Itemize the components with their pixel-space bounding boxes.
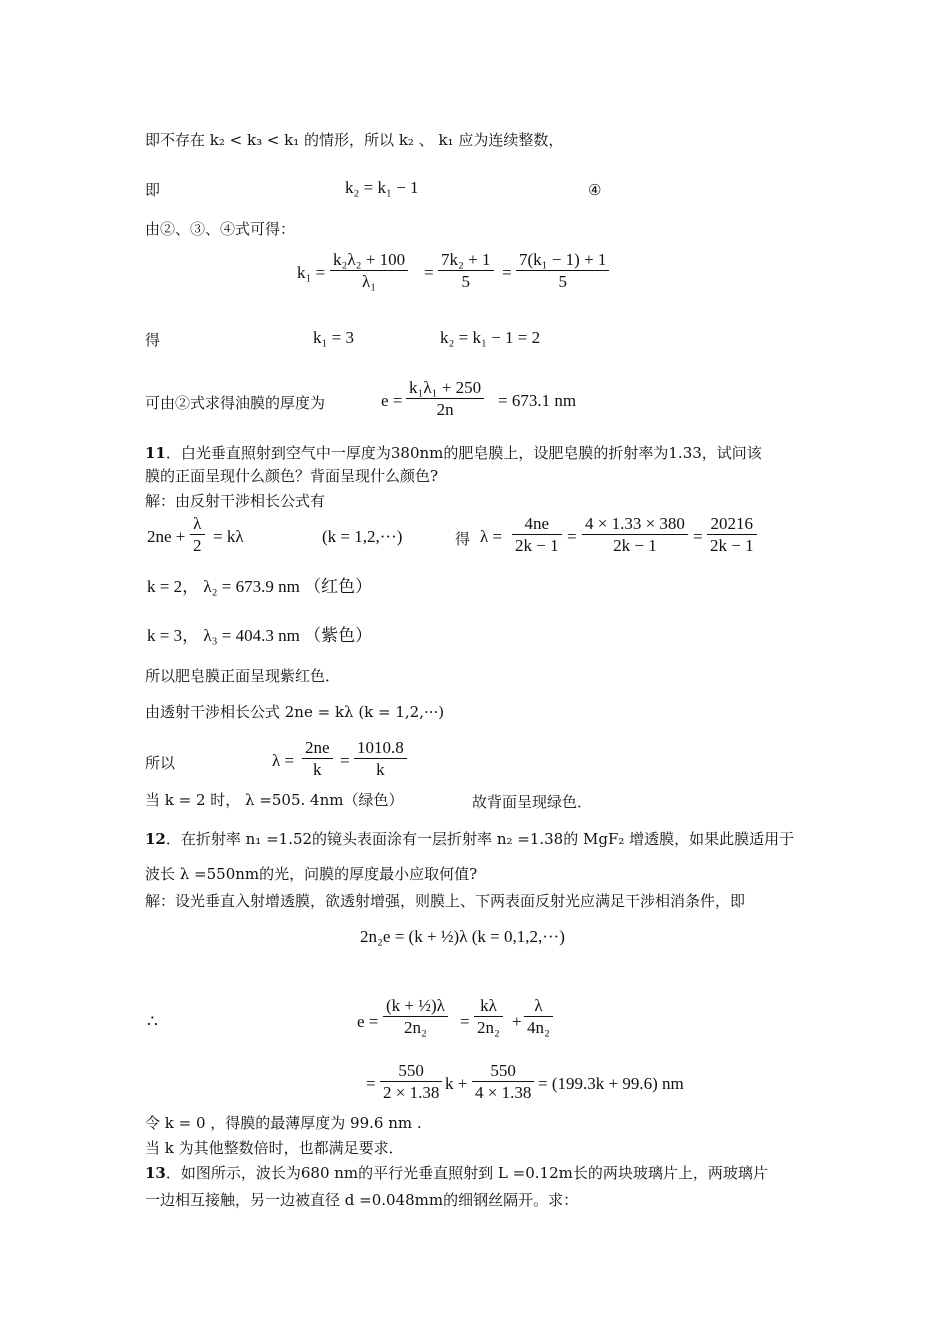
result-line: k = 3， λ₃ = 404.3 nm （紫色）: [147, 626, 373, 645]
problem-13-line: 13．如图所示，波长为680 nm的平行光垂直照射到 L =0.12m长的两块玻璃片上，两玻璃片: [145, 1164, 768, 1182]
equals-sign: =: [460, 1012, 470, 1031]
fraction: λ 2: [190, 514, 205, 557]
fraction: [330, 250, 408, 293]
therefore-symbol: ∴: [147, 1012, 158, 1031]
equation: (k = 1,2,···): [322, 527, 403, 546]
plus-sign: +: [512, 1012, 522, 1031]
equals-sign: =: [502, 263, 512, 282]
fraction: 550 4 × 1.38: [472, 1061, 534, 1104]
text-line: 故背面呈现绿色．: [472, 793, 593, 811]
equation: 2ne +: [147, 527, 186, 546]
fraction: 550 2 × 1.38: [380, 1061, 442, 1104]
equals-sign: =: [366, 1074, 376, 1093]
problem-number: 12: [145, 830, 166, 848]
equation: k₁ = 3: [313, 328, 355, 347]
problem-number: 11: [145, 444, 166, 462]
numerator: 7(k₁ − 1) + 1: [519, 250, 607, 269]
text-line: 当 k 为其他整数倍时，也都满足要求．: [145, 1139, 404, 1157]
equals-sign: =: [424, 263, 434, 282]
text-line: 令 k = 0 ，得膜的最薄厚度为 99.6 nm .: [145, 1114, 422, 1132]
denominator: λ₁: [362, 272, 377, 291]
text-line: 即不存在 k₂ < k₃ < k₁ 的情形，所以 k₂ 、 k₁ 应为连续整数，: [145, 131, 564, 149]
equation: k₂ = k₁ − 1: [345, 178, 419, 197]
numerator: 7k₂ + 1: [441, 250, 491, 269]
equation: k₂ = k₁ − 1 = 2: [440, 328, 541, 347]
text-line: 当 k = 2 时， λ =505. 4nm（绿色）: [145, 791, 404, 809]
problem-number: 13: [145, 1164, 166, 1182]
fraction: [406, 378, 484, 421]
fraction: kλ 2n₂: [474, 996, 503, 1039]
text-line: 一边相互接触，另一边被直径 d =0.048mm的细钢丝隔开。求：: [145, 1191, 579, 1209]
equation: 2n₂e = (k + ½)λ (k = 0,1,2,···): [360, 927, 565, 946]
numerator: k₂λ₂ + 100: [333, 250, 406, 269]
equation-rhs: = 673.1 nm: [498, 391, 577, 410]
problem-11-line: 11．白光垂直照射到空气中一厚度为380nm的肥皂膜上，设肥皂膜的折射率为1.33，试问该: [145, 444, 762, 462]
equals-sign: =: [340, 751, 350, 770]
equation: λ =: [480, 527, 503, 546]
solution-label: 解：由反射干涉相长公式有: [145, 492, 326, 510]
fraction: [516, 250, 609, 293]
text-label: 所以: [145, 754, 176, 772]
fraction: λ 4n₂: [524, 996, 553, 1039]
denominator: 5: [461, 272, 470, 291]
text-line: 可由②式求得油膜的厚度为: [145, 394, 326, 412]
denominator: 5: [558, 272, 567, 291]
equation-rhs: = (199.3k + 99.6) nm: [538, 1074, 684, 1093]
text-line: 波长 λ =550nm的光，问膜的厚度最小应取何值?: [145, 865, 478, 883]
denominator: 2n: [436, 400, 454, 419]
equation: k +: [445, 1074, 468, 1093]
text-label: 得: [455, 530, 471, 548]
result-line: k = 2， λ₂ = 673.9 nm （红色）: [147, 577, 373, 596]
equals-sign: =: [567, 527, 577, 546]
text-line: 由透射干涉相长公式 2ne = kλ (k = 1,2,···): [145, 703, 445, 721]
text-line: 膜的正面呈现什么颜色？背面呈现什么颜色?: [145, 467, 439, 485]
fraction: [438, 250, 494, 293]
equation-lhs: e =: [381, 391, 403, 410]
text-line: 由②、③、④式可得：: [145, 220, 296, 238]
equation: = kλ: [213, 527, 244, 546]
fraction: 1010.8 k: [354, 738, 407, 781]
equals-sign: =: [693, 527, 703, 546]
equation-number: ④: [588, 181, 602, 199]
fraction: (k + ½)λ 2n₂: [383, 996, 448, 1039]
numerator: k₁λ₁ + 250: [409, 378, 482, 397]
solution-label: 解：设光垂直入射增透膜，欲透射增强，则膜上、下两表面反射光应满足干涉相消条件，即: [145, 892, 746, 910]
text-line: 所以肥皂膜正面呈现紫红色．: [145, 667, 341, 685]
fraction: 2ne k: [302, 738, 333, 781]
equation-lhs: λ =: [272, 751, 295, 770]
problem-12-line: 12．在折射率 n₁ =1.52的镜头表面涂有一层折射率 n₂ =1.38的 MgF₂ 增透膜，如果此膜适用于: [145, 830, 795, 848]
equation-lhs: k₁ =: [297, 263, 326, 282]
fraction: 4 × 1.33 × 380 2k − 1: [582, 514, 688, 557]
text-label: 得: [145, 331, 161, 349]
equation-lhs: e =: [357, 1012, 379, 1031]
text-label: 即: [145, 181, 161, 199]
fraction: 4ne 2k − 1: [512, 514, 562, 557]
fraction: 20216 2k − 1: [707, 514, 757, 557]
